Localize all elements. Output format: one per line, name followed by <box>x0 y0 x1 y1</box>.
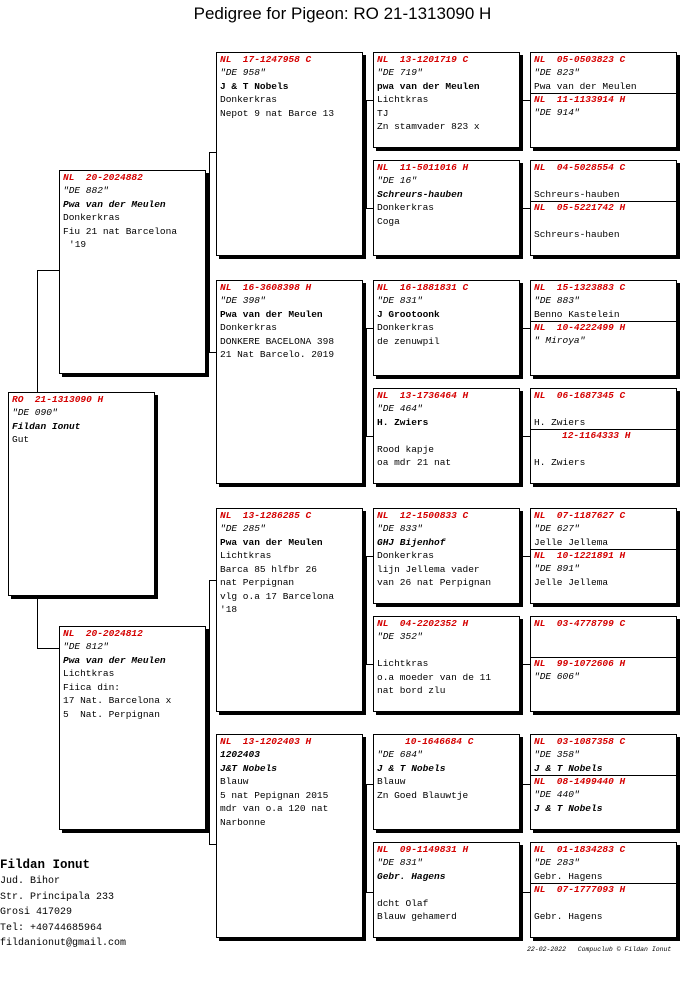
pigeon-name: "DE 719" <box>377 67 423 78</box>
pigeon-name: "DE 398" <box>220 295 266 306</box>
pigeon-card-dsd[interactable] <box>373 616 520 712</box>
pigeon-card-dam-sire[interactable] <box>216 508 363 712</box>
remark: Rood kapje <box>377 443 435 455</box>
connector-line <box>366 100 373 101</box>
breeder: Gebr. Hagens <box>534 870 603 882</box>
remark: '19 <box>69 239 87 250</box>
color: Donkerkras <box>377 322 435 333</box>
breeder: H. Zwiers <box>534 416 586 428</box>
ring-number: NL 09-1149831 H <box>377 844 469 855</box>
remark: Zn stamvader 823 x <box>377 121 480 132</box>
ring-number: NL 12-1500833 C <box>377 510 469 521</box>
remark: o.a moeder van de 11 <box>377 671 492 683</box>
pigeon-card-ssd[interactable] <box>373 160 520 256</box>
connector-line <box>523 208 530 209</box>
remark: dcht Olaf <box>377 897 429 909</box>
breeder: Pwa van der Meulen <box>220 308 323 320</box>
ring-number: NL 03-4778799 C <box>534 618 626 629</box>
pigeon-name: 1202403 <box>220 749 260 760</box>
ring-number: NL 20-2024812 <box>63 628 143 639</box>
remark: vlg o.a 17 Barcelona <box>220 590 335 602</box>
owner-address-line: Grosi 417029 <box>0 907 73 918</box>
ring-number: NL 11-5011016 H <box>377 162 469 173</box>
pigeon-card-sire-dam[interactable] <box>216 280 363 484</box>
owner-address-line: Str. Principala 233 <box>0 891 115 903</box>
owner-address-line: Jud. Bihor <box>0 876 61 887</box>
breeder: J & T Nobels <box>534 762 603 774</box>
empty-line <box>377 883 516 897</box>
page-title: Pedigree for Pigeon: RO 21-1313090 H <box>193 4 492 23</box>
remark: 5 nat Pepignan 2015 <box>220 789 329 801</box>
remark: 17 Nat. Barcelona x <box>63 695 172 706</box>
remark: TJ <box>377 107 389 119</box>
connector-line <box>366 556 367 664</box>
color: Donkerkras <box>63 212 121 223</box>
connector-line <box>366 100 367 208</box>
ring-number: RO 21-1313090 H <box>12 394 104 405</box>
remark: oa mdr 21 nat <box>377 457 452 468</box>
pigeon-pair-card-8[interactable] <box>530 842 677 938</box>
credit-line: 22-02-2022 Compuclub © Fildan Ionut <box>527 946 672 953</box>
remark: DONKERE BACELONA 398 <box>220 335 335 347</box>
connector-line <box>366 664 373 665</box>
connector-line <box>366 328 367 436</box>
empty-line <box>534 896 673 910</box>
ring-number: NL 07-1187627 C <box>534 510 626 521</box>
color: Lichtkras <box>220 550 272 561</box>
remark: Narbonne <box>220 816 266 828</box>
color: Blauw <box>377 776 406 787</box>
pigeon-name: "DE 440" <box>534 789 580 800</box>
pigeon-name: "DE 358" <box>534 749 580 760</box>
breeder: Pwa van der Meulen <box>220 536 323 548</box>
ring-number: NL 06-1687345 C <box>534 390 626 401</box>
connector-line <box>366 892 373 893</box>
breeder: Jelle Jellema <box>534 536 609 548</box>
pigeon-card-sss[interactable] <box>373 52 520 148</box>
breeder: Schreurs-hauben <box>534 188 620 200</box>
breeder: pwa van der Meulen <box>377 80 480 92</box>
pigeon-name: "DE 823" <box>534 67 580 78</box>
empty-line <box>377 644 516 658</box>
pigeon-card-dss[interactable] <box>373 508 520 604</box>
color: Donkerkras <box>377 202 435 213</box>
breeder: H. Zwiers <box>534 456 586 468</box>
connector-line <box>366 208 373 209</box>
empty-line <box>534 442 673 456</box>
ring-number: NL 17-1247958 C <box>220 54 312 65</box>
connector-line <box>523 328 530 329</box>
breeder: GHJ Bijenhof <box>377 536 446 548</box>
breeder: Pwa van der Meulen <box>63 654 166 666</box>
ring-number: NL 13-1286285 C <box>220 510 312 521</box>
color: Lichtkras <box>63 668 115 679</box>
color: Blauw <box>220 776 249 787</box>
breeder: Gebr. Hagens <box>377 870 446 882</box>
pigeon-name: "DE 891" <box>534 563 580 574</box>
ring-number: NL 08-1499440 H <box>534 776 626 787</box>
pigeon-name: "DE 352" <box>377 631 423 642</box>
pigeon-card-dds[interactable] <box>373 734 520 830</box>
ring-number: 10-1646684 C <box>405 736 474 747</box>
pigeon-card-sds[interactable] <box>373 280 520 376</box>
connector-line <box>37 596 38 648</box>
ring-number: NL 03-1087358 C <box>534 736 626 747</box>
connector-line <box>366 784 373 785</box>
remark: van 26 nat Perpignan <box>377 577 492 588</box>
connector-line <box>209 580 210 844</box>
connector-line <box>523 556 530 557</box>
remark: '18 <box>220 604 238 615</box>
ring-number: NL 13-1201719 C <box>377 54 469 65</box>
remark: Zn Goed Blauwtje <box>377 789 469 801</box>
remark: nat Perpignan <box>220 577 295 588</box>
ring-number: NL 16-1881831 C <box>377 282 469 293</box>
color: Donkerkras <box>377 550 435 561</box>
remark: Coga <box>377 215 400 227</box>
ring-number: NL 05-5221742 H <box>534 202 626 213</box>
ring-number: NL 16-3608398 H <box>220 282 312 293</box>
connector-line <box>523 664 530 665</box>
remark: lijn Jellema vader <box>377 563 480 575</box>
ring-number: NL 01-1834283 C <box>534 844 626 855</box>
pigeon-pair-card-5[interactable] <box>530 508 677 604</box>
connector-line <box>523 100 530 101</box>
pigeon-card-sdd[interactable] <box>373 388 520 484</box>
remark: mdr van o.a 120 nat <box>220 803 329 814</box>
pigeon-name: "DE 831" <box>377 857 423 868</box>
empty-line <box>534 630 673 644</box>
ring-number: NL 13-1202403 H <box>220 736 312 747</box>
ring-number: NL 05-0503823 C <box>534 54 626 65</box>
pigeon-name: "DE 627" <box>534 523 580 534</box>
breeder: Pwa van der Meulen <box>534 80 637 92</box>
pigeon-pair-card-3[interactable] <box>530 280 677 376</box>
pigeon-card-ddd[interactable] <box>373 842 520 938</box>
breeder: J Grootoonk <box>377 308 440 320</box>
connector-line <box>37 270 59 271</box>
empty-line <box>377 429 516 443</box>
pigeon-name: "DE 16" <box>377 175 417 186</box>
connector-line <box>366 436 373 437</box>
pigeon-name: "DE 684" <box>377 749 423 760</box>
ring-number: NL 11-1133914 H <box>534 94 626 105</box>
pigeon-name: "DE 283" <box>534 857 580 868</box>
remark: Blauw gehamerd <box>377 911 457 922</box>
connector-line <box>37 648 59 649</box>
ring-number: NL 10-1221891 H <box>534 550 626 561</box>
pigeon-name: "DE 882" <box>63 185 109 196</box>
remark: Barca 85 hlfbr 26 <box>220 563 317 575</box>
breeder: Benno Kastelein <box>534 308 620 320</box>
remark: Fiica din: <box>63 681 121 693</box>
pigeon-name: "DE 831" <box>377 295 423 306</box>
ring-number: NL 13-1736464 H <box>377 390 469 401</box>
remark: 21 Nat Barcelo. 2019 <box>220 349 335 360</box>
pigeon-pair-card-7[interactable] <box>530 734 677 830</box>
breeder: J & T Nobels <box>534 802 603 814</box>
ring-number: NL 20-2024882 <box>63 172 143 183</box>
pigeon-pair-card-6[interactable] <box>530 616 677 712</box>
ring-number: NL 04-5028554 C <box>534 162 626 173</box>
pigeon-card-dam-dam[interactable] <box>216 734 363 938</box>
connector-line <box>366 556 373 557</box>
ring-number: NL 99-1072606 H <box>534 658 626 669</box>
ring-number: NL 07-1777093 H <box>534 884 626 895</box>
breeder: Pwa van der Meulen <box>63 198 166 210</box>
pigeon-name: "DE 285" <box>220 523 266 534</box>
breeder: Schreurs-hauben <box>534 228 620 240</box>
remark: nat bord zlu <box>377 685 446 696</box>
breeder: J & T Nobels <box>220 80 289 92</box>
breeder: Gebr. Hagens <box>534 910 603 922</box>
connector-line <box>523 892 530 893</box>
empty-line <box>534 644 673 658</box>
pigeon-pair-card-2[interactable] <box>530 160 677 256</box>
color: Lichtkras <box>377 658 429 669</box>
ring-number: 12-1164333 H <box>562 430 631 441</box>
connector-line <box>523 436 530 437</box>
ring-number: NL 04-2202352 H <box>377 618 469 629</box>
connector-line <box>523 784 530 785</box>
connector-line <box>209 152 210 352</box>
pigeon-pair-card-1[interactable] <box>530 52 677 148</box>
pigeon-name: "DE 464" <box>377 403 423 414</box>
connector-line <box>366 328 373 329</box>
pigeon-name: "DE 958" <box>220 67 266 78</box>
empty-line <box>534 214 673 228</box>
pigeon-name: "DE 606" <box>534 671 580 682</box>
pigeon-name: "DE 833" <box>377 523 423 534</box>
remark: 5 Nat. Perpignan <box>63 708 160 720</box>
remark: de zenuwpil <box>377 335 440 347</box>
color: Gut <box>12 434 30 445</box>
color: Donkerkras <box>220 322 278 333</box>
breeder: H. Zwiers <box>377 416 429 428</box>
color: Lichtkras <box>377 94 429 105</box>
connector-line <box>37 270 38 394</box>
pigeon-name: "DE 812" <box>63 641 109 652</box>
pigeon-name: "DE 883" <box>534 295 580 306</box>
owner-email[interactable]: fildanionut@gmail.com <box>0 938 127 949</box>
remark: Nepot 9 nat Barce 13 <box>220 107 335 119</box>
ring-number: NL 15-1323883 C <box>534 282 626 293</box>
connector-line <box>366 784 367 892</box>
remark: Fiu 21 nat Barcelona <box>63 225 178 237</box>
owner-name: Fildan Ionut <box>0 858 91 872</box>
owner-phone: Tel: +40744685964 <box>0 922 103 934</box>
owner-info <box>0 856 126 952</box>
breeder: J&T Nobels <box>220 762 278 774</box>
pigeon-card-subject[interactable] <box>8 392 155 596</box>
breeder: Fildan Ionut <box>12 420 81 432</box>
pigeon-card-sire-sire[interactable] <box>216 52 363 256</box>
empty-line <box>534 174 673 188</box>
color: Donkerkras <box>220 94 278 105</box>
empty-line <box>534 402 673 416</box>
breeder: J & T Nobels <box>377 762 446 774</box>
ring-number: NL 10-4222499 H <box>534 322 626 333</box>
breeder: Jelle Jellema <box>534 576 609 588</box>
pigeon-card-sire[interactable] <box>59 170 206 374</box>
pigeon-name: " Miroya" <box>534 335 586 346</box>
breeder: Schreurs-hauben <box>377 188 463 200</box>
pigeon-name: "DE 090" <box>12 407 58 418</box>
pigeon-pair-card-4[interactable] <box>530 388 677 484</box>
pigeon-name: "DE 914" <box>534 107 580 118</box>
pigeon-card-dam[interactable] <box>59 626 206 830</box>
